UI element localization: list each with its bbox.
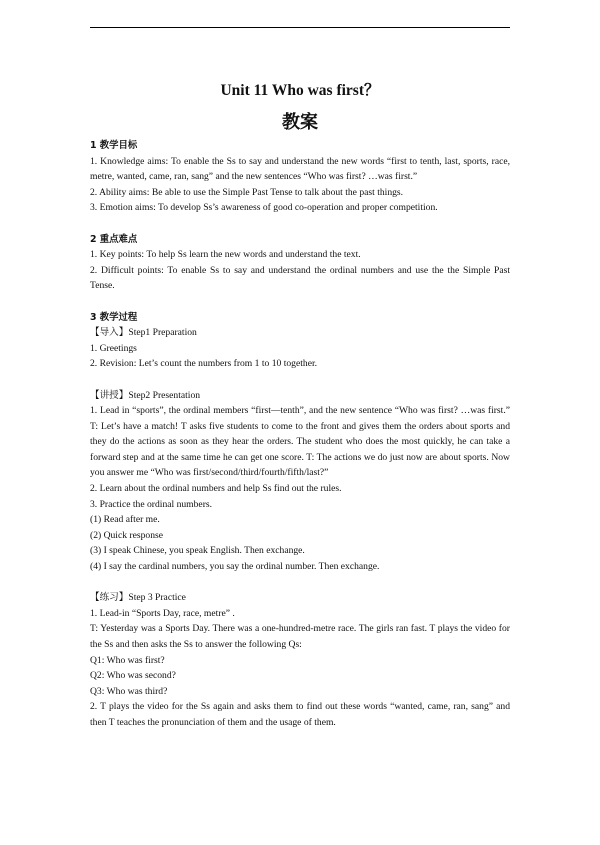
step3-q1: Q1: Who was first? — [90, 654, 165, 666]
document-body — [90, 138, 510, 731]
step2-practice: 3. Practice the ordinal numbers. — [90, 498, 213, 510]
difficult-point: 2. Difficult points: To enable Ss to say and understand the ordinal numbers and use the the Simple Past Tense. — [90, 264, 510, 292]
section-heading-key-points: 2 重点难点 — [90, 233, 138, 245]
section-heading-objectives: 1 教学目标 — [90, 140, 138, 151]
step2-item-quick: (2) Quick response — [90, 529, 163, 541]
section-heading-process: 3 教学过程 — [90, 311, 138, 323]
objective-knowledge: 1. Knowledge aims: To enable the Ss to say and understand the new words “first to tenth, last, sports, race, metre, wanted, came, ran, sang” and the new sentences “Who was first? …was first.” — [90, 155, 510, 183]
objective-emotion: 3. Emotion aims: To develop Ss’s awareness of good co-operation and proper competition. — [90, 202, 438, 214]
step2-lead-in: 1. Lead in “sports”, the ordinal members “first—tenth”, and the new sentence “Who was first? …was first.” T: Let’s have a match! T asks five students to come to the front and gives them the orders about sports and they do the actions as soon as they hear the orders. The student who does the most quickly, he can take a forward step and at the same time he can get one score. T: The actions we do just now are about sports. Now you answer me “Who was first/second/third/fourth/fifth/last?” — [90, 405, 510, 479]
key-point: 1. Key points: To help Ss learn the new words and understand the text. — [90, 249, 361, 261]
step2-item-speak: (3) I speak Chinese, you speak English. Then exchange. — [90, 545, 305, 557]
header-rule — [90, 27, 510, 28]
step2-item-cardinal: (4) I say the cardinal numbers, you say the ordinal number. Then exchange. — [90, 561, 380, 573]
step3-q3: Q3: Who was third? — [90, 685, 168, 697]
step3-label: 【练习】Step 3 Practice — [90, 592, 186, 604]
step3-lead-in: 1. Lead-in “Sports Day, race, metre” . — [90, 607, 235, 619]
step2-item-read: (1) Read after me. — [90, 514, 160, 526]
step1-revision: 2. Revision: Let’s count the numbers from 1 to 10 together. — [90, 358, 318, 370]
step2-label: 【讲授】Step2 Presentation — [90, 389, 201, 401]
step1-label: 【导入】Step1 Preparation — [90, 327, 197, 339]
step3-q2: Q2: Who was second? — [90, 670, 176, 682]
step2-learn: 2. Learn about the ordinal numbers and help Ss find out the rules. — [90, 483, 342, 495]
step3-video: 2. T plays the video for the Ss again and asks them to find out these words “wanted, came, ran, sang” and then T teaches the pronunciation of them and the usage of them. — [90, 701, 510, 728]
step3-sports-day: T: Yesterday was a Sports Day. There was a one-hundred-metre race. The girls ran fast. T plays the video for the Ss and then asks the Ss to answer the following Qs: — [90, 623, 510, 650]
objective-ability: 2. Ability aims: Be able to use the Simple Past Tense to talk about the past things. — [90, 186, 404, 198]
document-subtitle: 教案 — [282, 112, 318, 133]
step1-greetings: 1. Greetings — [90, 342, 137, 354]
document-title: Unit 11 Who was first？ — [220, 82, 380, 99]
